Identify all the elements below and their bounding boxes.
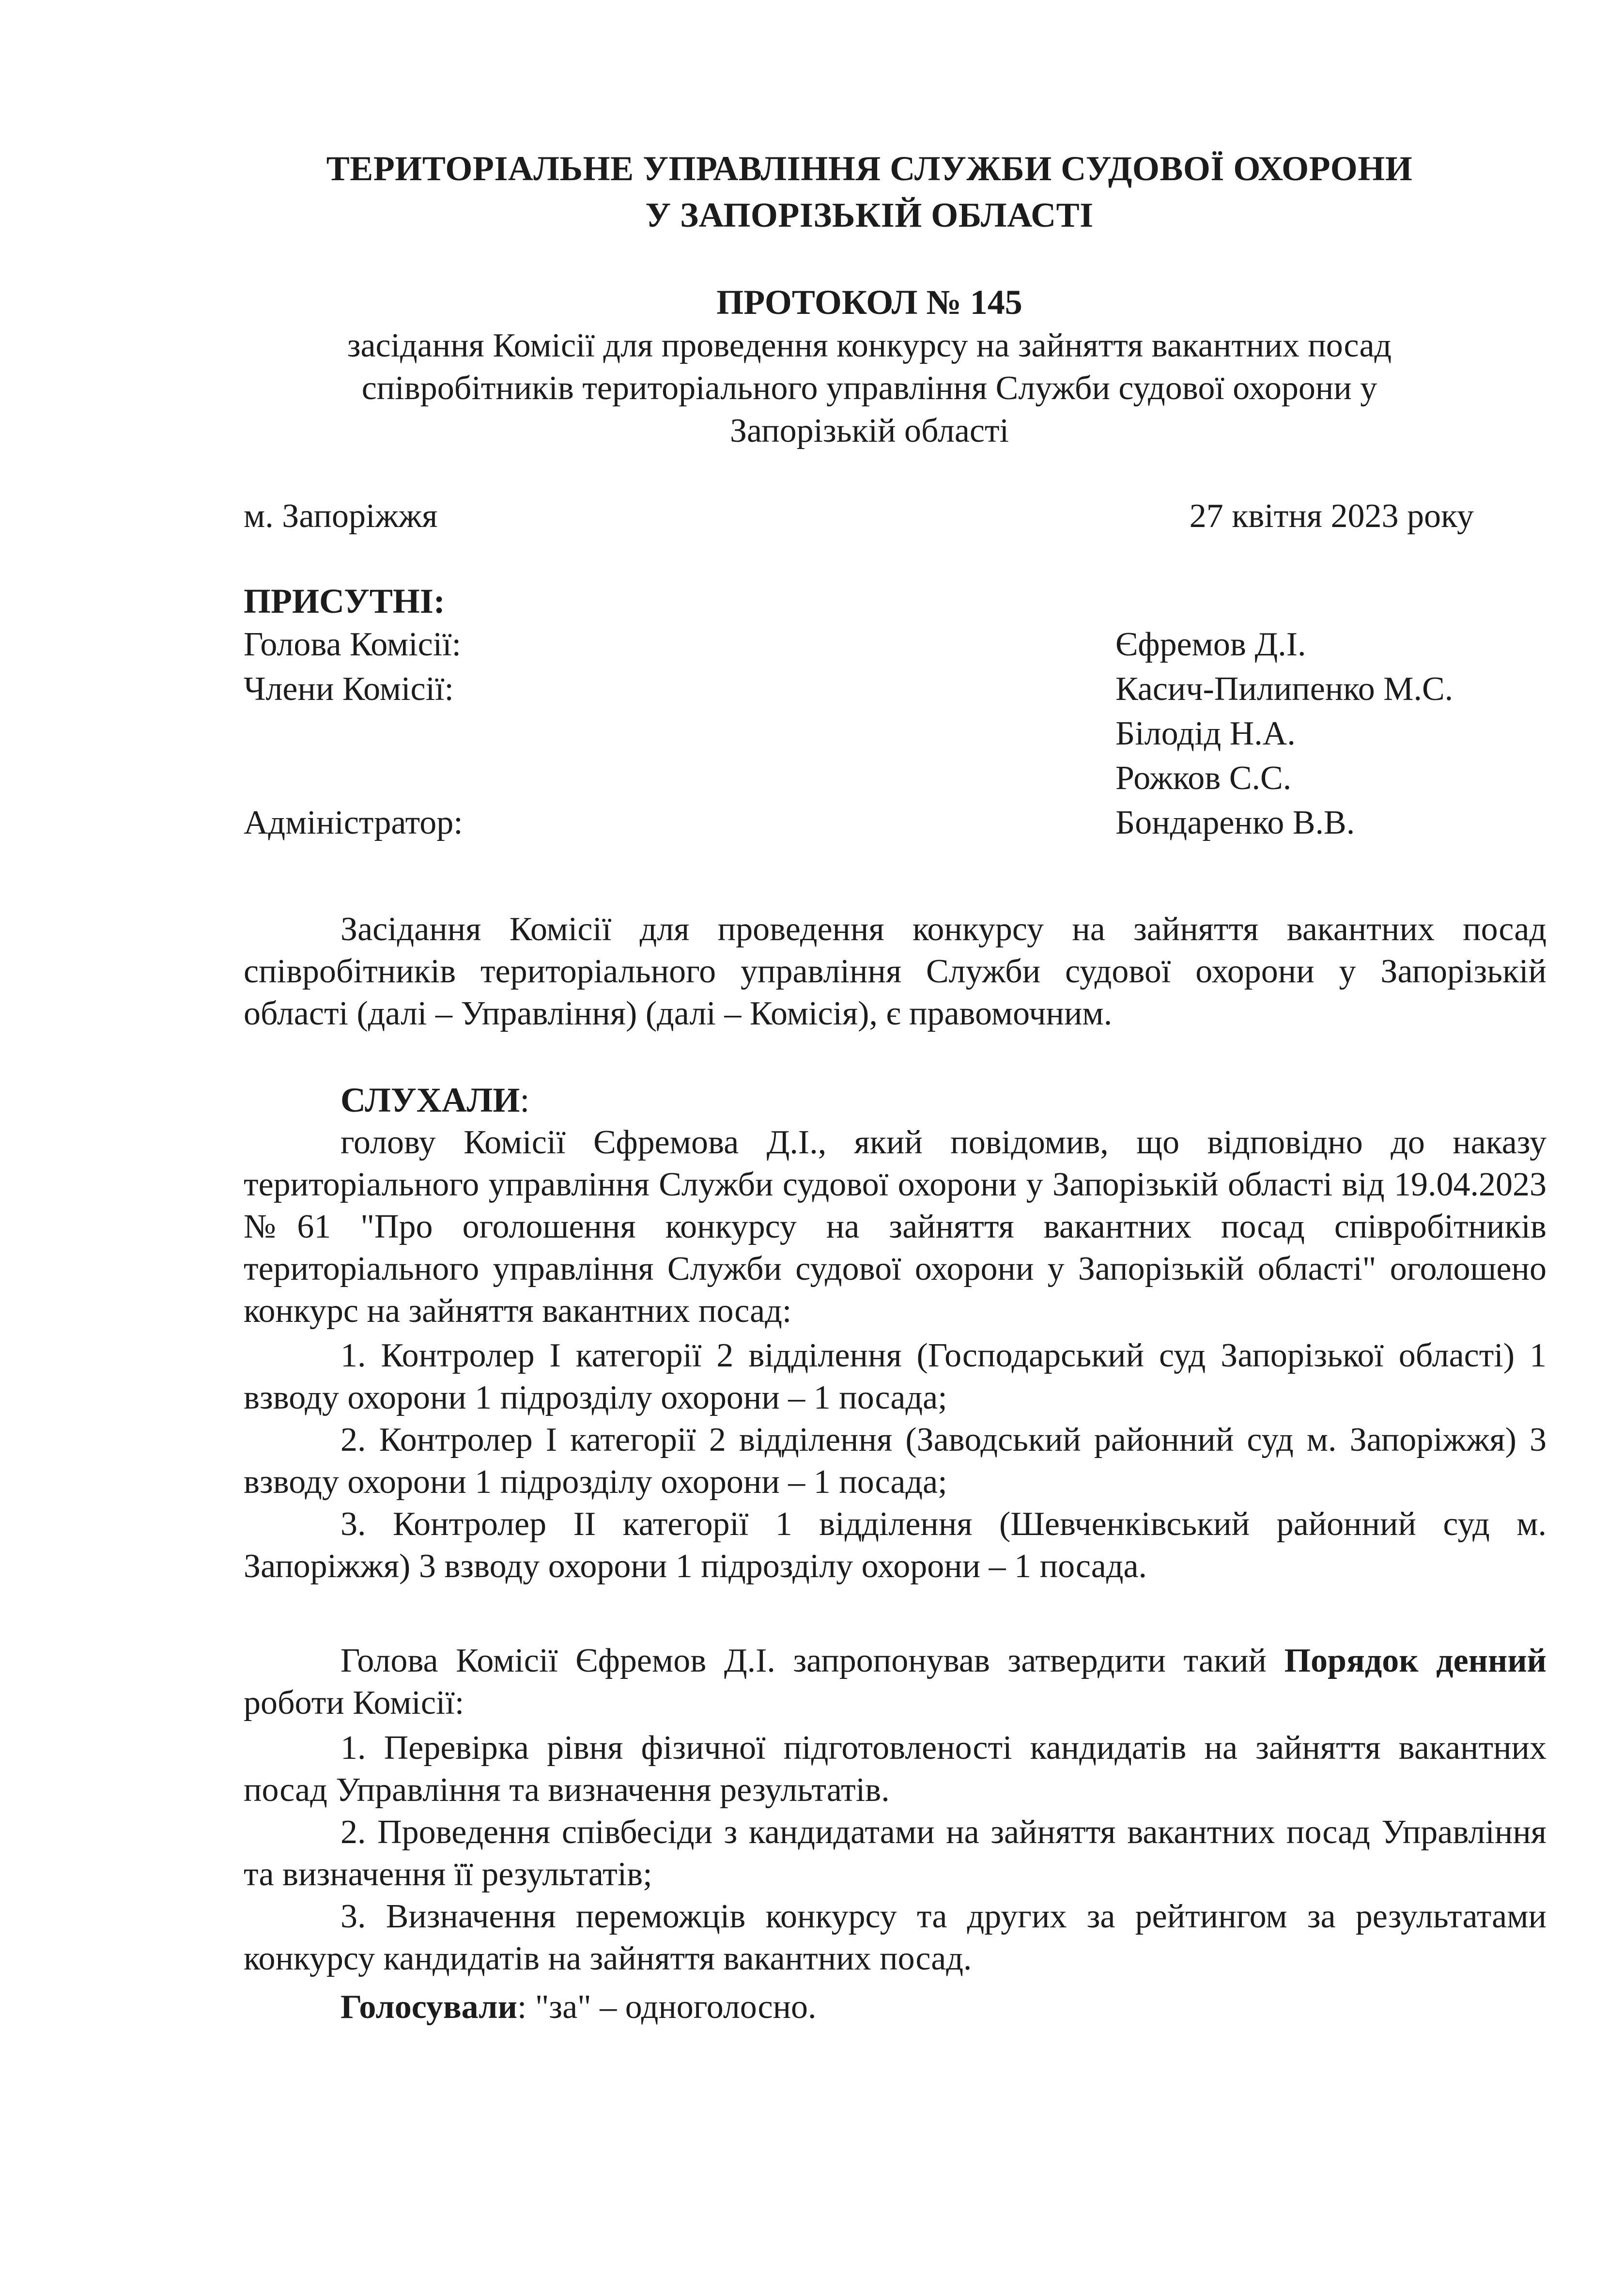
heard-heading-colon: : [520,1081,530,1119]
heard-paragraph-block [244,1121,1547,1332]
present-role [244,756,1115,801]
present-row [244,801,1590,845]
present-role: Голова Комісії: [244,626,462,663]
positions-list [244,1334,1547,1587]
vote-line [340,1986,817,2028]
agenda-list [244,1727,1547,1980]
agenda-item: 3. Визначення переможців конкурсу та других за рейтингом за результатами конкурсу кандидатів на зайняття вакантних посад. [244,1898,1547,1977]
present-name: Касич-Пилипенко М.С. [1115,670,1454,708]
place-and-date [244,494,1474,539]
heard-paragraph: голову Комісії Єфремова Д.І., який повідомив, що відповідно до наказу територіального управління Служби судової охорони у Запорізькій області від 19.04.2023 №61 "Про оголошення конкурсу на зайняття вакантних посад співробітників територіального управління Служби судової охорони у Запорізькій області" оголошено конкурс на зайняття вакантних посад: [244,1124,1547,1330]
agenda-bold-label: Порядок денний [1284,1642,1547,1679]
present-name: Бондаренко В.В. [1115,804,1355,841]
agenda-item: 1. Перевірка рівня фізичної підготовленості кандидатів на зайняття вакантних посад Управління та визначення результатів. [244,1729,1547,1809]
organization-title-line-2: У ЗАПОРІЗЬКІЙ ОБЛАСТІ [645,196,1094,234]
agenda-item: 2. Проведення співбесіди з кандидатами на зайняття вакантних посад Управління та визначення її результатів; [244,1814,1547,1893]
heard-heading-block [340,1078,529,1122]
present-role: Адміністратор: [244,804,463,841]
present-row [244,756,1590,801]
present-role: Члени Комісії: [244,670,454,708]
place: м. Запоріжжя [244,497,438,535]
protocol-header [145,280,1593,452]
agenda-intro-block [244,1640,1547,1724]
organization-title-line-1: ТЕРИТОРІАЛЬНЕ УПРАВЛІННЯ СЛУЖБИ СУДОВОЇ ОХОРОНИ [326,149,1413,188]
position-item: 1. Контролер І категорії 2 відділення (Господарський суд Запорізької області) 1 взводу охорони 1 підрозділу охорони – 1 посада; [244,1337,1547,1416]
present-name: Єфремов Д.І. [1115,626,1306,663]
present-role [244,712,1115,756]
protocol-number: ПРОТОКОЛ № 145 [716,283,1022,322]
protocol-subtitle-line-1: засідання Комісії для проведення конкурсу на зайняття вакантних посад [347,327,1392,364]
vote-result: : "за" – одноголосно. [517,1988,817,2026]
heard-heading: СЛУХАЛИ [340,1081,520,1119]
position-item: 2. Контролер І категорії 2 відділення (Заводський районний суд м. Запоріжжя) 3 взводу охорони 1 підрозділу охорони – 1 посада; [244,1421,1547,1501]
agenda-intro [244,1640,1547,1724]
organization-title [145,145,1593,238]
protocol-subtitle-line-3: Запорізькій області [729,412,1009,450]
present-row [244,712,1590,756]
vote-label: Голосували [340,1988,517,2026]
date: 27 квітня 2023 року [1189,497,1474,535]
intro-paragraph: Засідання Комісії для проведення конкурсу на зайняття вакантних посад співробітників територіального управління Служби судової охорони у Запорізькій області (далі – Управління) (далі – Комісія), є правомочним. [244,911,1547,1032]
present-row [244,667,1590,712]
agenda-intro-before: Голова Комісії Єфремов Д.І. запропонував затвердити такий [340,1642,1284,1679]
agenda-intro-after: роботи Комісії: [244,1684,464,1722]
position-item: 3. Контролер ІІ категорії 1 відділення (Шевченківський районний суд м. Запоріжжя) 3 взводу охорони 1 підрозділу охорони – 1 посада. [244,1505,1547,1585]
present-list [244,622,1590,845]
present-name: Білодід Н.А. [1115,715,1296,752]
intro-paragraph-block [244,908,1547,1035]
present-name: Рожков С.С. [1115,760,1292,797]
present-row [244,622,1590,667]
present-heading: ПРИСУТНІ: [244,582,445,620]
protocol-subtitle-line-2: співробітників територіального управління Служби судової охорони у [361,370,1377,407]
